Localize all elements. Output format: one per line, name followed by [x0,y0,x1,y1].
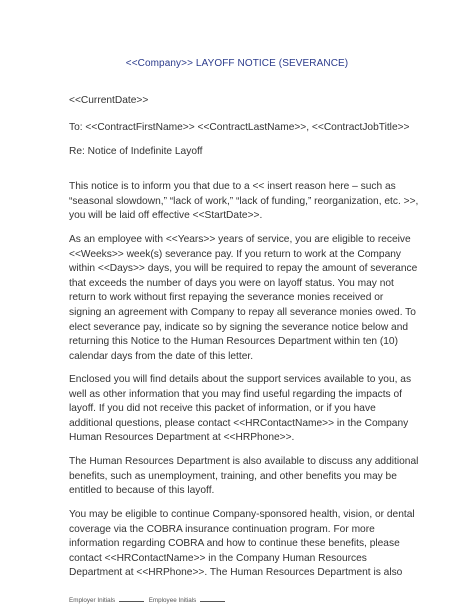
to-line: To: <<ContractFirstName>> <<ContractLastName>>, <<ContractJobTitle>> [69,122,410,133]
text-line: The Human Resources Department is also available to discuss any additional [69,456,419,467]
text-line: signing an agreement with Company to repay all severance monies owed. To [69,306,416,318]
re-line: Re: Notice of Indefinite Layoff [69,146,203,157]
paragraph-support-services [69,373,412,446]
text-line: well as other information that you may find useful regarding the impacts of [69,388,402,400]
text-line: that exceeds the number of days you were on layoff status. You may not [69,277,394,289]
employee-initials-label: Employee Initials [148,597,197,604]
text-line: This notice is to inform you that due to a << insert reason here – such as [69,181,396,192]
text-line: Enclosed you will find details about the support services available to you, as [69,374,412,385]
text-line: calendar days from the date of this letter. [69,350,254,362]
text-line: As an employee with <<Years>> years of service, you are eligible to receive [69,234,411,245]
text-line: layoff. If you did not receive this packet of information, or if you have [69,403,376,415]
text-line: You may be eligible to continue Company-sponsored health, vision, or dental [69,509,415,520]
text-line: elect severance pay, indicate so by signing the severance notice below and [69,321,409,333]
text-line: entitled to because of this layoff. [69,485,215,497]
paragraph-severance-pay [69,233,418,364]
text-line: you will be laid off effective <<StartDate>>. [69,210,263,222]
paragraph-cobra [69,508,415,581]
document-title: <<Company>> LAYOFF NOTICE (SEVERANCE) [125,58,349,69]
text-line: return to work without first repaying the severance monies received or [69,292,384,304]
employee-initials-field[interactable] [200,597,225,602]
paragraph-hr-benefits [69,455,419,499]
employer-initials-field[interactable] [119,597,144,602]
text-line: additional questions, please contact <<HRContactName>> in the Company [69,417,409,429]
text-line: coverage via the COBRA insurance continuation program. For more [69,523,375,535]
date-line: <<CurrentDate>> [69,95,149,106]
text-line: information regarding COBRA and how to continue these benefits, please [69,538,400,550]
paragraph-layoff-reason [69,180,419,224]
text-line: “seasonal slowdown,” “lack of work,” “lack of funding,” reorganization, etc. >>, [69,195,419,207]
text-line: benefits, such as unemployment, training, and other benefits you may be [69,470,397,482]
text-line: contact <<HRContactName>> in the Company Human Resources [69,552,367,564]
text-line: <<Weeks>> week(s) severance pay. If you return to work at the Company [69,248,402,260]
text-line: returning this Notice to the Human Resources Department within ten (10) [69,336,398,348]
text-line: Human Resources Department at <<HRPhone>>. [69,432,295,444]
text-line: Department at <<HRPhone>>. The Human Resources Department is also [69,567,403,579]
text-line: within <<Days>> days, you will be required to repay the amount of severance [69,263,418,275]
employer-initials-label: Employer Initials [69,597,116,604]
initials-footer [69,597,228,604]
